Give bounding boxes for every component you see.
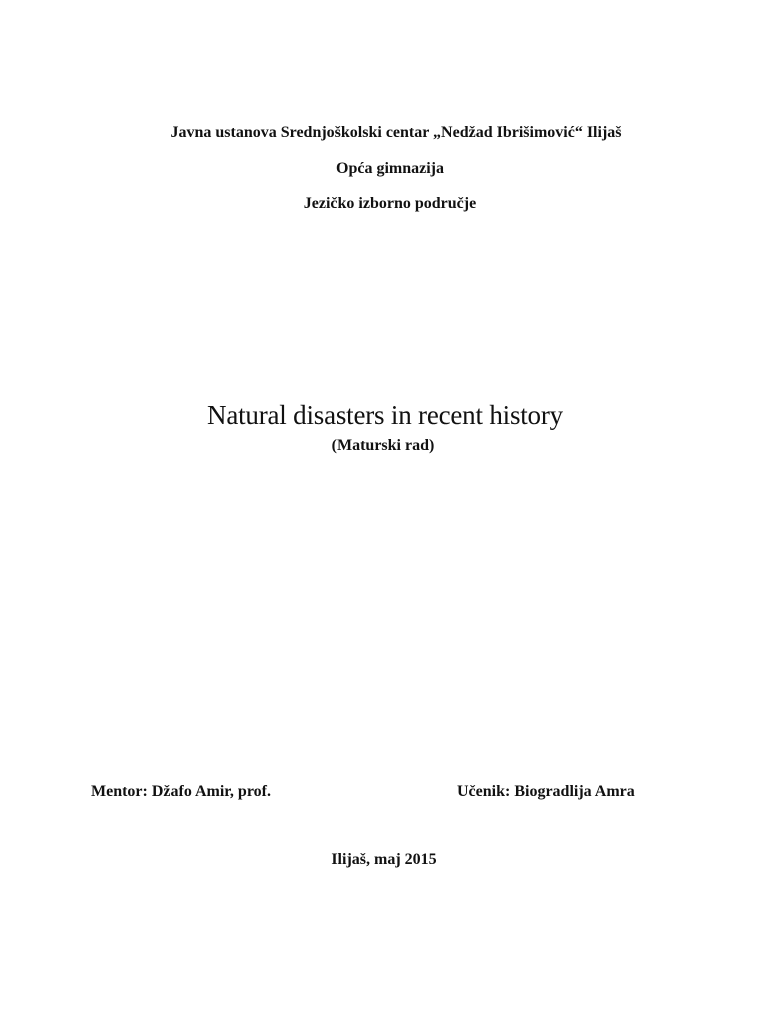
paper-subtitle: (Maturski rad) (331, 437, 435, 454)
mentor-line: Mentor: Džafo Amir, prof. (91, 783, 271, 800)
paper-title: Natural disasters in recent history (207, 400, 563, 430)
institution-name: Javna ustanova Srednjoškolski centar „Nedžad Ibrišimović“ Ilijaš (170, 124, 622, 141)
place-date: Ilijaš, maj 2015 (331, 851, 437, 868)
study-area: Jezičko izborno područje (303, 195, 477, 212)
student-line: Učenik: Biogradlija Amra (457, 783, 635, 800)
school-type: Opća gimnazija (336, 160, 444, 177)
